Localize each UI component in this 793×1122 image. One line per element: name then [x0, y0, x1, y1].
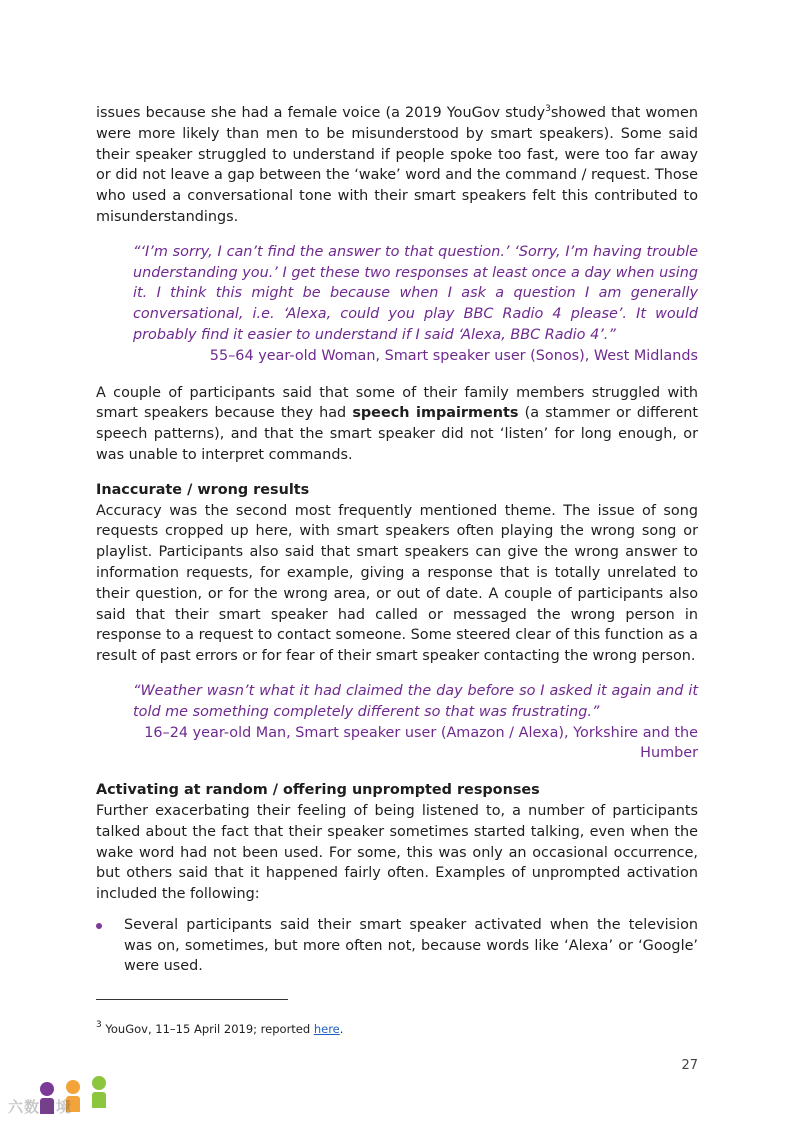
bullet-list	[96, 915, 698, 977]
quote-block	[133, 242, 698, 367]
page-number: 27	[681, 1058, 698, 1073]
footnote-text: YouGov, 11–15 April 2019; reported	[101, 1022, 314, 1036]
quote-text: “‘I’m sorry, I can’t find the answer to that question.’ ‘Sorry, I’m having trouble understanding you.’ I get these two responses at least once a day when using it. I think this might be because when I ask a question I am generally conversational, i.e. ‘Alexa, could you play BBC Radio 4 please’. It would probably find it easier to understand if I said ‘Alexa, BBC Radio 4’.”	[133, 243, 698, 343]
logo-figure-icon	[40, 1082, 54, 1096]
bold-term: speech impairments	[352, 405, 519, 422]
footnote-link[interactable]: here	[313, 1022, 340, 1036]
watermark: 六数维境	[8, 1098, 73, 1116]
list-item-text: Several participants said their smart speaker activated when the television was on, sometimes, but more often not, because words like ‘Alexa’ or ‘Google’ were used.	[124, 916, 698, 975]
logo-figure-icon	[92, 1076, 106, 1090]
section-body: Accuracy was the second most frequently mentioned theme. The issue of song requests cropped up here, with smart speakers often playing the wrong song or playlist. Participants also said that smart speakers can give the wrong answer to information requests, for example, giving a response that is totally unrelated to their question, or for the wrong area, or out of date. A couple of participants also said that their smart speaker had called or messaged the wrong person in response to a request to contact someone. Some steered clear of this function as a result of past errors or for fear of their smart speaker contacting the wrong person.	[96, 502, 698, 665]
paragraph-speech-impairments	[96, 383, 698, 466]
document-body	[96, 103, 698, 977]
quote-attribution: 16–24 year-old Man, Smart speaker user (Amazon / Alexa), Yorkshire and the Humber	[144, 724, 698, 762]
logo-figure-icon	[66, 1080, 80, 1094]
footnote-reference[interactable]: 3	[545, 104, 551, 114]
section-heading: Inaccurate / wrong results	[96, 481, 310, 498]
logo-figure-icon	[92, 1092, 106, 1108]
section-heading: Activating at random / offering unprompted responses	[96, 782, 540, 799]
quote-text: “Weather wasn’t what it had claimed the day before so I asked it again and it told me something completely different so that was frustrating.”	[133, 682, 698, 720]
paragraph-text: showed that women were more likely than men to be misunderstood by smart speakers). Some said their speaker struggled to understand if people spoke too fast, were too far away or did not leave a gap between the ‘wake’ word and the command / request. Those who used a conversational tone with their smart speakers felt this contributed to misunderstandings.	[96, 105, 699, 225]
logo	[8, 1072, 118, 1120]
paragraph-text: issues because she had a female voice (a 2019 YouGov study	[96, 105, 546, 121]
paragraph-text: (a stammer or different speech patterns), and that the smart speaker did not ‘listen’ for long enough, or was unable to interpret commands.	[96, 405, 698, 463]
section-body: Further exacerbating their feeling of being listened to, a number of participants talked about the fact that their speaker sometimes started talking, even when the wake word had not been used. For some, this was only an occasional occurrence, but others said that it happened fairly often. Examples of unprompted activation included the following:	[96, 802, 698, 903]
list-item	[96, 915, 698, 977]
footnote-divider	[96, 999, 288, 1000]
footnote-end: .	[339, 1022, 344, 1036]
quote-attribution: 55–64 year-old Woman, Smart speaker user (Sonos), West Midlands	[209, 347, 698, 364]
paragraph-text: A couple of participants said that some of their family members struggled with smart speakers because they had	[96, 384, 698, 422]
quote-block	[133, 681, 698, 764]
paragraph-misunderstanding	[96, 103, 698, 228]
footnote	[96, 1021, 343, 1037]
footnote-number: 3	[96, 1020, 102, 1030]
bullet-icon	[96, 923, 102, 929]
